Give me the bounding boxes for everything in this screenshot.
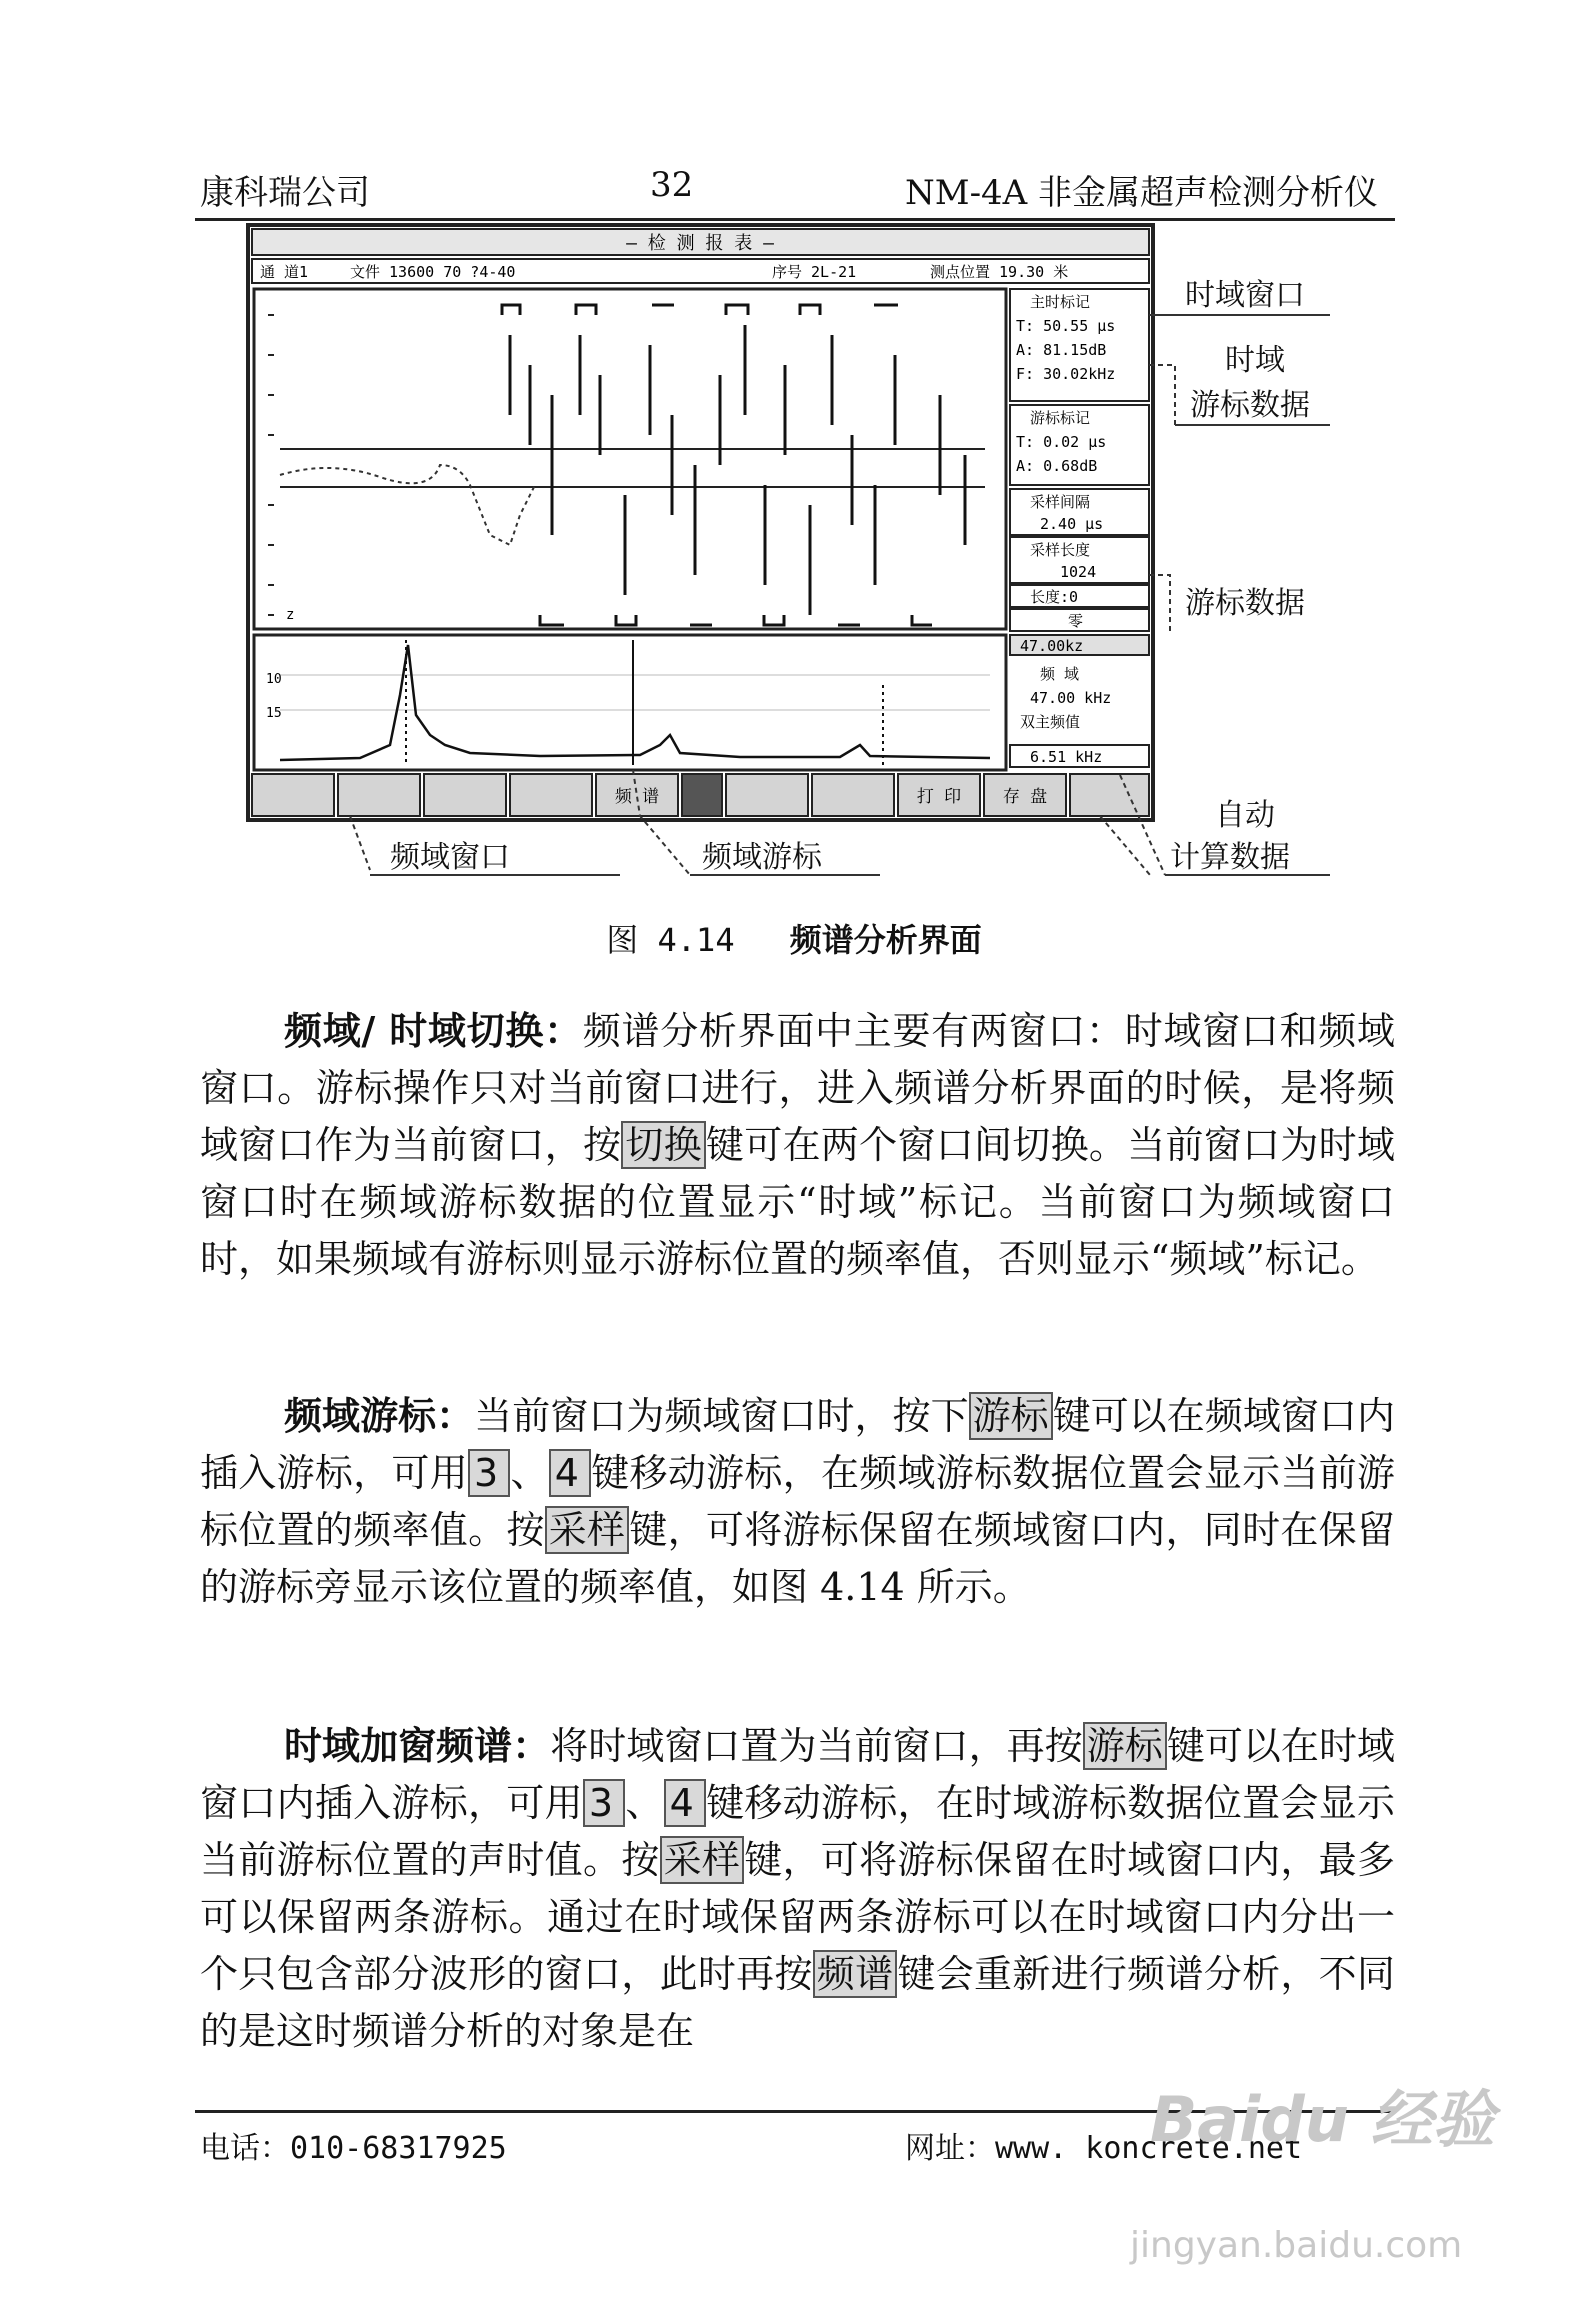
softkey-1[interactable] — [252, 774, 334, 816]
freq-readout-2: 频 域 — [1040, 665, 1080, 683]
key-3: 3 — [468, 1449, 510, 1497]
screen-title: — 检 测 报 表 — — [626, 233, 774, 254]
p3-text-3: 、 — [625, 1781, 664, 1825]
info-position: 测点位置 19.30 米 — [930, 263, 1069, 281]
softkey-6[interactable] — [726, 774, 808, 816]
callout-auto-calc-2: 计算数据 — [1170, 840, 1290, 875]
time-readout-2-1: T: 0.02 μs — [1016, 433, 1107, 451]
p3-text-1: 将时域窗口置为当前窗口，再按 — [550, 1724, 1083, 1768]
header-page-number: 32 — [650, 165, 694, 205]
freq-domain-window[interactable] — [254, 635, 1006, 770]
softkey-print-label: 打 印 — [916, 787, 962, 807]
time-readout-2-0: 游标标记 — [1030, 409, 1091, 427]
callout-time-cursor-2: 游标数据 — [1190, 388, 1310, 423]
watermark-brand: Baidu 经验 — [1150, 2083, 1495, 2156]
figure-spectrum-interface — [240, 215, 1390, 890]
time-readout-1-0: 主时标记 — [1030, 293, 1091, 311]
p2-text-3: 、 — [510, 1451, 549, 1495]
header-company: 康科瑞公司 — [200, 173, 370, 213]
time-readout-2-2: A: 0.68dB — [1016, 457, 1098, 475]
info-serial: 序号 2L-21 — [772, 263, 857, 281]
time-readout-6: 零 — [1068, 612, 1084, 630]
time-domain-window[interactable] — [254, 289, 1006, 629]
freq-readout-4: 双主频值 — [1020, 713, 1081, 731]
key-cursor-2: 游标 — [1083, 1722, 1167, 1770]
caption-title: 频谱分析界面 — [789, 921, 982, 959]
softkey-7[interactable] — [812, 774, 894, 816]
key-3-b: 3 — [583, 1779, 625, 1827]
key-spectrum: 频谱 — [813, 1950, 898, 1998]
callout-freq-window: 频域窗口 — [390, 840, 510, 875]
softkey-spectrum-label: 频 谱 — [614, 787, 660, 807]
time-readout-4-0: 采样长度 — [1030, 541, 1091, 559]
callout-time-window: 时域窗口 — [1185, 278, 1305, 313]
time-readout-1-1: T: 50.55 μs — [1016, 317, 1116, 335]
softkey-11[interactable] — [1070, 774, 1149, 816]
key-switch: 切换 — [621, 1121, 706, 1169]
p3-text-2: 键可以在时域窗口内插入游标，可用 — [200, 1724, 1395, 1825]
time-readout-3-1: 2.40 μs — [1040, 515, 1104, 533]
callout-freq-cursor: 频域游标 — [702, 840, 822, 875]
p2-text-5: 键，可将游标保留在频域窗口内，同时在保留的游标旁显示该位置的频率值，如图 4.14 所示。 — [200, 1508, 1395, 1609]
figure-svg — [240, 215, 1390, 890]
footer-phone: 电话：010-68317925 — [200, 2131, 507, 2166]
softkey-save-label: 存 盘 — [1002, 787, 1048, 807]
key-4-b: 4 — [664, 1779, 706, 1827]
p2-text-1: 当前窗口为频域窗口时，按下 — [474, 1394, 969, 1438]
time-corner-mark: z — [286, 607, 295, 623]
bottom-button-bar — [252, 774, 1149, 816]
p1-text-2: 键可在两个窗口间切换。当前窗口为时域窗口时在频域游标数据的位置显示“时域”标记。当前窗口为频域窗口时，如果频域有游标则显示游标位置的频率值，否则显示“频域”标记。 — [200, 1123, 1395, 1281]
p3-text-5: 键，可将游标保留在时域窗口内，最多可以保留两条游标。通过在时域保留两条游标可以在时域窗口内分出一个只包含部分波形的窗口，此时再按 — [200, 1838, 1395, 1996]
time-readout-3-0: 采样间隔 — [1030, 493, 1091, 511]
time-readout-1-2: A: 81.15dB — [1016, 341, 1107, 359]
paragraph-windowed-spectrum — [200, 1718, 1395, 2060]
time-readout-5: 长度:0 — [1030, 588, 1079, 606]
freq-readout-1: 47.00kz — [1020, 637, 1084, 655]
p3-text-6: 键会重新进行频谱分析，不同的是这时频谱分析的对象是在 — [200, 1952, 1395, 2053]
paragraph-domain-switch — [200, 1003, 1395, 1288]
p2-text-2: 键可以在频域窗口内插入游标，可用 — [200, 1394, 1395, 1495]
softkey-active[interactable] — [682, 774, 722, 816]
freq-readout-5: 6.51 kHz — [1030, 748, 1103, 766]
key-sample: 采样 — [545, 1506, 630, 1554]
header-product: NM-4A 非金属超声检测分析仪 — [905, 173, 1379, 213]
info-file: 文件 13600 70 ?4-40 — [350, 263, 516, 281]
p1-heading: 频域/ 时域切换： — [284, 1009, 583, 1053]
p2-text-4: 键移动游标，在频域游标数据位置会显示当前游标位置的频率值。按 — [200, 1451, 1395, 1552]
info-channel: 通 道1 — [260, 263, 309, 281]
key-sample-2: 采样 — [660, 1836, 745, 1884]
softkey-4[interactable] — [510, 774, 592, 816]
callout-time-cursor-1: 时域 — [1225, 343, 1285, 378]
freq-scale-mark-2: 15 — [266, 706, 282, 721]
caption-label: 图 4.14 — [606, 921, 735, 959]
paragraph-freq-cursor — [200, 1388, 1395, 1616]
key-cursor: 游标 — [969, 1392, 1053, 1440]
key-4: 4 — [549, 1449, 591, 1497]
p1-text-1: 频谱分析界面中主要有两窗口：时域窗口和频域窗口。游标操作只对当前窗口进行，进入频谱分析界面的时候，是将频域窗口作为当前窗口，按 — [200, 1009, 1395, 1167]
figure-caption — [0, 915, 1588, 961]
time-readouts — [1010, 289, 1149, 631]
p3-text-4: 键移动游标，在时域游标数据位置会显示当前游标位置的声时值。按 — [200, 1781, 1395, 1882]
time-readout-4-1: 1024 — [1060, 563, 1097, 581]
p3-heading: 时域加窗频谱： — [284, 1724, 551, 1768]
freq-readout-3: 47.00 kHz — [1030, 689, 1112, 707]
p2-heading: 频域游标： — [284, 1394, 475, 1438]
callout-cursor-data: 游标数据 — [1185, 586, 1305, 621]
freq-scale-mark-1: 10 — [266, 672, 282, 687]
footer-website[interactable]: 网址：www. koncrete.net — [905, 2131, 1303, 2166]
time-readout-1-3: F: 30.02kHz — [1016, 365, 1116, 383]
watermark-url[interactable]: jingyan.baidu.com — [1130, 2225, 1463, 2266]
softkey-3[interactable] — [424, 774, 506, 816]
softkey-2[interactable] — [338, 774, 420, 816]
callout-auto-calc-1: 自动 — [1215, 798, 1275, 833]
